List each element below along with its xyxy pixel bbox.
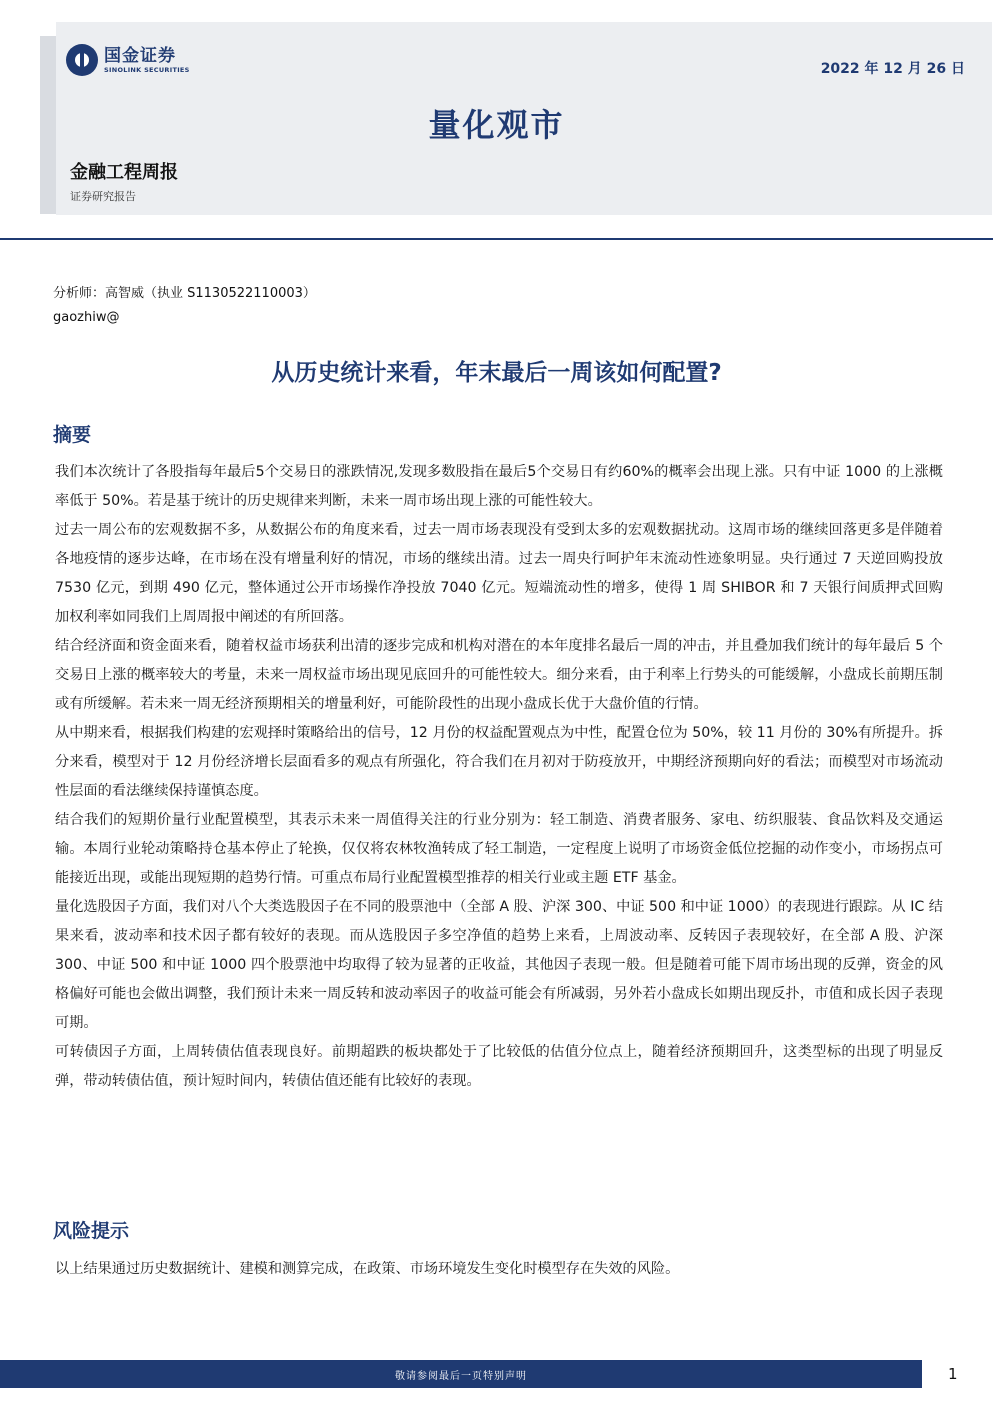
footer-bar xyxy=(0,1360,922,1388)
logo-name-en: SINOLINK SECURITIES xyxy=(104,65,190,74)
analyst-info: 分析师：高智威（执业 S1130522110003） xyxy=(53,286,316,301)
column-title: 量化观市 xyxy=(428,106,565,144)
report-title: 从历史统计来看，年末最后一周该如何配置? xyxy=(271,360,722,386)
logo-name-cn: 国金证券 xyxy=(104,45,176,66)
risk-text: 以上结果通过历史数据统计、建模和测算完成，在政策、市场环境发生变化时模型存在失效的风险。 xyxy=(55,1261,680,1277)
company-logo xyxy=(66,44,190,76)
abstract-paragraph: 从中期来看，根据我们构建的宏观择时策略给出的信号，12 月份的权益配置观点为中性，配置仓位为 50%，较 11 月份的 30%有所提升。拆分来看，模型对于 12 月份经济增长层面看多的观点有所强化，符合我们在月初对于防疫放开，中期经济预期向好的看法；而模型对市场流动性层面的看法继续保持谨慎态度。 xyxy=(55,725,943,799)
abstract-body xyxy=(55,458,943,1096)
abstract-heading: 摘要 xyxy=(53,424,92,446)
abstract-paragraph: 我们本次统计了各股指每年最后5个交易日的涨跌情况,发现多数股指在最后5个交易日有约60%的概率会出现上涨。只有中证 1000 的上涨概率低于 50%。若是基于统计的历史规律来判断，未来一周市场出现上涨的可能性较大。 xyxy=(55,464,943,509)
abstract-paragraph: 过去一周公布的宏观数据不多，从数据公布的角度来看，过去一周市场表现没有受到太多的宏观数据扰动。这周市场的继续回落更多是伴随着各地疫情的逐步达峰，在市场在没有增量利好的情况，市场的继续出清。过去一周央行呵护年末流动性迹象明显。央行通过 7 天逆回购投放 7530 亿元，到期 490 亿元，整体通过公开市场操作净投放 7040 亿元。短端流动性的增多，使得 1 周 SHIBOR 和 7 天银行间质押式回购加权利率如同我们上周周报中阐述的有所回落。 xyxy=(55,522,943,625)
header-divider xyxy=(0,238,993,240)
abstract-paragraph: 结合经济面和资金面来看，随着权益市场获利出清的逐步完成和机构对潜在的本年度排名最后一周的冲击，并且叠加我们统计的每年最后 5 个交易日上涨的概率较大的考量，未来一周权益市场出现见底回升的可能性较大。细分来看，由于利率上行势头的可能缓解，小盘成长前期压制或有所缓解。若未来一周无经济预期相关的增量利好，可能阶段性的出现小盘成长优于大盘价值的行情。 xyxy=(55,638,943,712)
abstract-paragraph: 结合我们的短期价量行业配置模型，其表示未来一周值得关注的行业分别为：轻工制造、消费者服务、家电、纺织服装、食品饮料及交通运输。本周行业轮动策略持仓基本停止了轮换，仅仅将农林牧渔转成了轻工制造，一定程度上说明了市场资金低位挖掘的动作变小，市场拐点可能接近出现，或能出现短期的趋势行情。可重点布局行业配置模型推荐的相关行业或主题 ETF 基金。 xyxy=(55,812,943,886)
logo-icon xyxy=(66,44,98,76)
page-number: 1 xyxy=(948,1365,958,1383)
disclaimer-note: 敬请参阅最后一页特别声明 xyxy=(395,1370,527,1382)
abstract-paragraph: 量化选股因子方面，我们对八个大类选股因子在不同的股票池中（全部 A 股、沪深 300、中证 500 和中证 1000）的表现进行跟踪。从 IC 结果来看，波动率和技术因子都有较好的表现。而从选股因子多空净值的趋势上来看，上周波动率、反转因子表现较好，在全部 A 股、沪深 300、中证 500 和中证 1000 四个股票池中均取得了较为显著的正收益，其他因子表现一般。但是随着可能下周市场出现的反弹，资金的风格偏好可能也会做出调整，我们预计未来一周反转和波动率因子的收益可能会有所减弱，另外若小盘成长如期出现反扑，市值和成长因子表现可期。 xyxy=(55,899,943,1031)
report-category: 证券研究报告 xyxy=(70,190,136,203)
report-type: 金融工程周报 xyxy=(70,162,178,183)
abstract-paragraph: 可转债因子方面，上周转债估值表现良好。前期超跌的板块都处于了比较低的估值分位点上，随着经济预期回升，这类型标的出现了明显反弹，带动转债估值，预计短时间内，转债估值还能有比较好的表现。 xyxy=(55,1044,943,1089)
report-date: 2022 年 12 月 26 日 xyxy=(820,61,965,77)
risk-heading: 风险提示 xyxy=(53,1220,130,1242)
analyst-email: gaozhiw@ xyxy=(53,310,120,325)
